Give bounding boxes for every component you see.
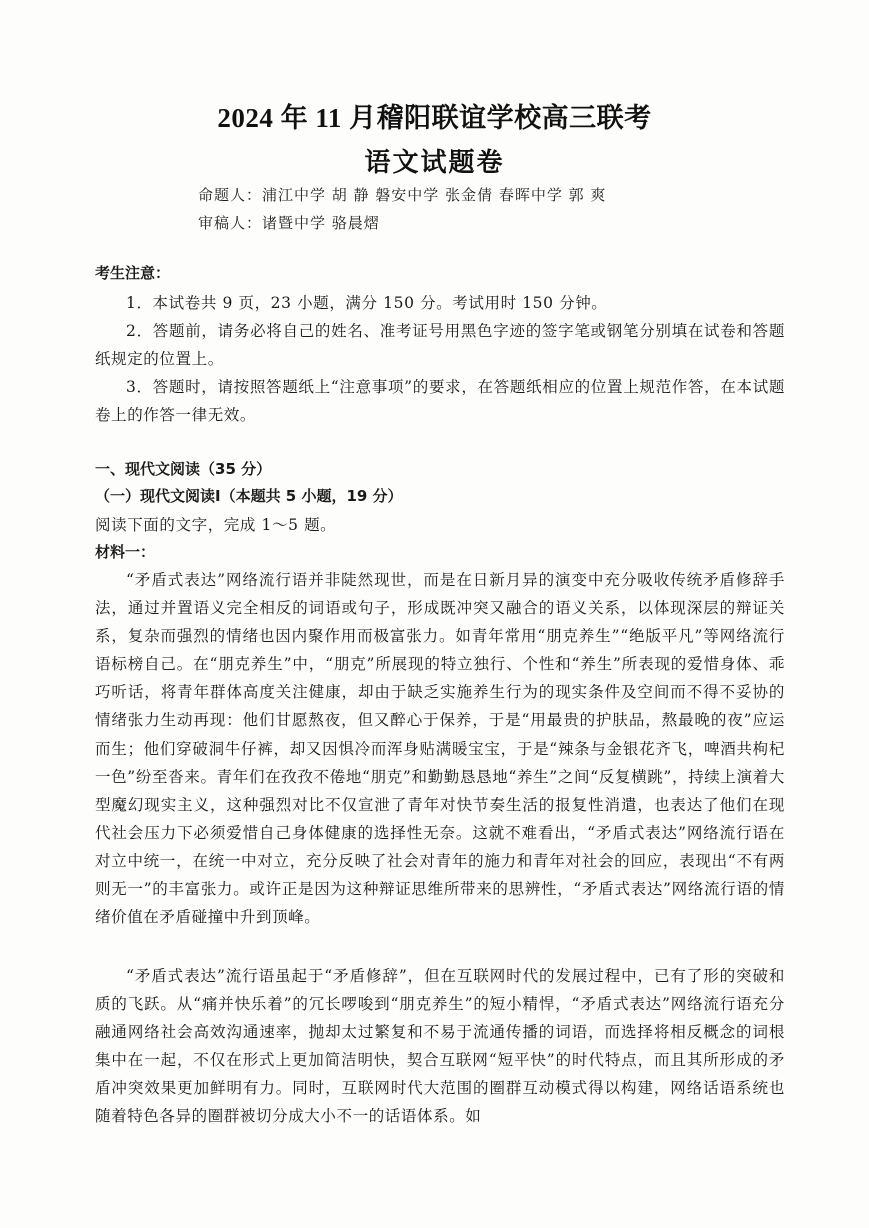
notice-item: 3．答题时，请按照答题纸上“注意事项”的要求，在答题纸相应的位置上规范作答，在本试题卷上的作答一律无效。: [95, 378, 785, 424]
body-paragraph: “矛盾式表达”流行语虽起于“矛盾修辞”，但在互联网时代的发展过程中，已有了形的突破和质的飞跃。从“痛并快乐着”的冗长啰唆到“朋克养生”的短小精悍，“矛盾式表达”网络流行语充分融通网络社会高效沟通速率，抛却太过繁复和不易于流通传播的词语，而选择将相反概念的词根集中在一起，不仅在形式上更加简洁明快，契合互联网“短平快”的时代特点，而且其所形成的矛盾冲突效果更加鲜明有力。同时，互联网时代大范围的圈群互动模式得以构建，网络话语系统也随着特色各异的圈群被切分成大小不一的话语体系。如: [95, 967, 786, 1126]
exam-title: 2024 年 11 月稽阳联谊学校高三联考: [217, 103, 652, 133]
reading-instruction: 阅读下面的文字，完成 1～5 题。: [95, 516, 337, 534]
authors-line: 命题人：浦江中学 胡 静 磐安中学 张金倩 春晖中学 郭 爽: [198, 186, 607, 204]
exam-subtitle: 语文试题卷: [364, 148, 505, 177]
notice-item: 1．本试卷共 9 页，23 小题，满分 150 分。考试用时 150 分钟。: [126, 294, 608, 312]
reviewer-line: 审稿人：诸暨中学 骆晨熠: [198, 214, 380, 232]
subsection-heading: （一）现代文阅读Ⅰ（本题共 5 小题，19 分）: [95, 487, 403, 505]
material-label: 材料一：: [95, 543, 156, 561]
notice-item: 2．答题前，请务必将自己的姓名、准考证号用黑色字迹的签字笔或钢笔分别填在试卷和答题纸规定的位置上。: [95, 322, 785, 368]
section-heading: 一、现代文阅读（35 分）: [95, 460, 272, 478]
notice-heading: 考生注意：: [95, 264, 171, 282]
body-paragraph: “矛盾式表达”网络流行语并非陡然现世，而是在日新月异的演变中充分吸收传统矛盾修辞手法，通过并置语义完全相反的词语或句子，形成既冲突又融合的语义关系，以体现深层的辩证关系，复杂而强烈的情绪也因内聚作用而极富张力。如青年常用“朋克养生”“绝版平凡”等网络流行语标榜自己。在“朋克养生”中，“朋克”所展现的特立独行、个性和“养生”所表现的爱惜身体、乖巧听话，将青年群体高度关注健康，却由于缺乏实施养生行为的现实条件及空间而不得不妥协的情绪张力生动再现：他们甘愿熬夜，但又醉心于保养，于是“用最贵的护肤品，熬最晚的夜”应运而生；他们穿破洞牛仔裤，却又因惧冷而浑身贴满暖宝宝，于是“辣条与金银花齐飞，啤酒共枸杞一色”纷至沓来。青年们在孜孜不倦地“朋克”和勤勤恳恳地“养生”之间“反复横跳”，持续上演着大型魔幻现实主义，这种强烈对比不仅宣泄了青年对快节奏生活的报复性消遣，也表达了他们在现代社会压力下必须爱惜自己身体健康的选择性无奈。这就不难看出，“矛盾式表达”网络流行语在对立中统一，在统一中对立，充分反映了社会对青年的施力和青年对社会的回应，表现出“不有两则无一”的丰富张力。或许正是因为这种辩证思维所带来的思辨性，“矛盾式表达”网络流行语的情绪价值在矛盾碰撞中升到顶峰。: [95, 571, 785, 927]
